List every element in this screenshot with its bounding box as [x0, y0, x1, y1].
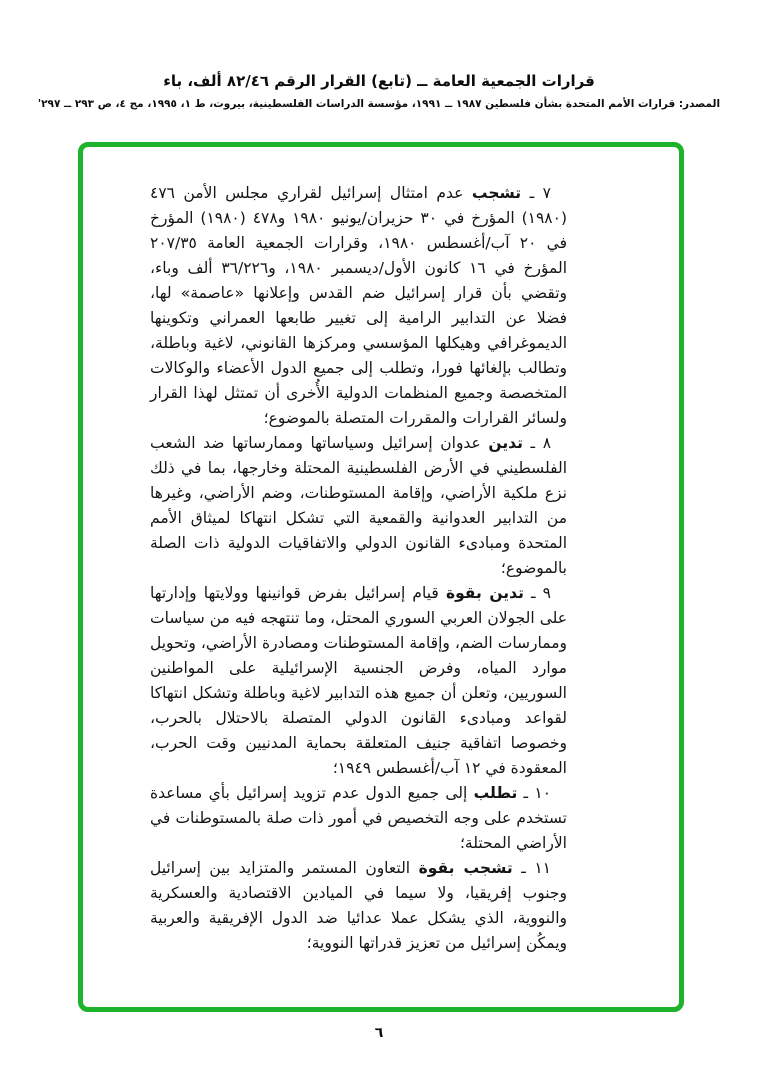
- paragraph-number: ٧: [542, 184, 551, 202]
- paragraph-lead-verb: تشجب: [471, 184, 522, 202]
- resolution-paragraph: [150, 581, 567, 781]
- paragraph-lead-verb: تطلب: [473, 784, 518, 802]
- green-border-frame: [78, 142, 684, 1012]
- paragraph-text: عدم امتثال إسرائيل لقراري مجلس الأمن ٤٧٦ (١٩٨٠) المؤرخ في ٣٠ حزيران/يونيو ١٩٨٠ و٤٧٨ (١٩٨٠) المؤرخ في ٢٠ آب/أغسطس ١٩٨٠، وقرارات الجمعية العامة ٢٠٧/٣٥ المؤرخ في ١٦ كانون الأول/ديسمبر ١٩٨٠، و٣٦/٢٢٦ ألف وباء، وتقضي بأن قرار إسرائيل ضم القدس وإعلانها «عاصمة» لها، فضلا عن التدابير الرامية إلى تغيير طابعها العمراني وتكوينها الديموغرافي وهيكلها المؤسسي ومركزها القانوني، لاغية وباطلة، وتطالب بإلغائها فورا، وتطلب إلى جميع الدول الأعضاء والوكالات المتخصصة وجميع المنظمات الدولية الأُخرى أن تمتثل لهذا القرار ولسائر القرارات والمقررات المتصلة بالموضوع؛: [150, 184, 568, 427]
- paragraph-dash: ـ: [529, 184, 535, 202]
- paragraph-text: إلى جميع الدول عدم تزويد إسرائيل بأي مساعدة تستخدم على وجه التخصيص في أمور ذات صلة بالمستوطنات في الأراضي المحتلة؛: [150, 784, 567, 852]
- resolution-paragraph: [150, 431, 567, 581]
- paragraph-number: ١٠: [534, 784, 551, 802]
- paragraph-dash: ـ: [521, 859, 526, 877]
- document-title: قرارات الجمعية العامة ــ (تابع) القرار الرقم ٨٢/٤٦ ألف، باء: [163, 72, 595, 90]
- resolution-paragraph: [150, 781, 567, 856]
- paragraph-dash: ـ: [523, 784, 529, 802]
- document-source-citation: المصدر: قرارات الأمم المتحدة بشأن فلسطين ١٩٨٧ ــ ١٩٩١، مؤسسة الدراسات الفلسطينية، بيروت، ط ١، ١٩٩٥، مج ٤، ص ٢٩٣ ــ ٢٩٧': [37, 98, 721, 110]
- page-footer: [0, 1022, 758, 1041]
- page-header: [0, 72, 758, 110]
- paragraph-text: عدوان إسرائيل وسياساتها وممارساتها ضد الشعب الفلسطيني في الأرض الفلسطينية المحتلة وخارجها، بما في ذلك نزع ملكية الأراضي، وإقامة المستوطنات، وضم الأراضي، وغيرها من التدابير العدوانية والقمعية التي تشكل انتهاكا لميثاق الأمم المتحدة ومبادىء القانون الدولي والاتفاقيات الدولية ذات الصلة بالموضوع؛: [150, 434, 567, 577]
- paragraph-lead-verb: تشجب بقوة: [418, 859, 513, 877]
- paragraph-text: التعاون المستمر والمتزايد بين إسرائيل وجنوب إفريقيا، ولا سيما في الميادين الاقتصادية والعسكرية والنووية، الذي يشكل عملا عدائيا ضد الدول الإفريقية والعربية ويمكُن إسرائيل من تعزيز قدراتها النووية؛: [150, 859, 567, 952]
- paragraph-number: ١١: [534, 859, 551, 877]
- page-number: ٦: [374, 1025, 384, 1041]
- paragraph-number: ٩: [542, 584, 551, 602]
- paragraph-text: قيام إسرائيل بفرض قوانينها وولايتها وإدارتها على الجولان العربي السوري المحتل، وما تنتهجه فيه من سياسات وممارسات الضم، وإقامة المستوطنات ومصادرة الأراضي، وتحويل موارد المياه، وفرض الجنسية الإسرائيلية على المواطنين السوريين، وتعلن أن جميع هذه التدابير لاغية وباطلة وتشكل انتهاكا لقواعد ومبادىء القانون الدولي المتصلة بالاحتلال بالحرب، وخصوصا اتفاقية جنيف المتعلقة بحماية المدنيين وقت الحرب، المعقودة في ١٢ آب/أغسطس ١٩٤٩؛: [150, 584, 567, 777]
- paragraph-lead-verb: تدين: [488, 434, 523, 452]
- resolution-paragraph: [150, 181, 567, 431]
- paragraph-lead-verb: تدين بقوة: [445, 584, 524, 602]
- resolution-paragraph: [150, 856, 567, 956]
- paragraph-dash: ـ: [530, 434, 536, 452]
- resolution-body-text: [150, 181, 567, 956]
- paragraph-dash: ـ: [531, 584, 536, 602]
- paragraph-number: ٨: [542, 434, 552, 452]
